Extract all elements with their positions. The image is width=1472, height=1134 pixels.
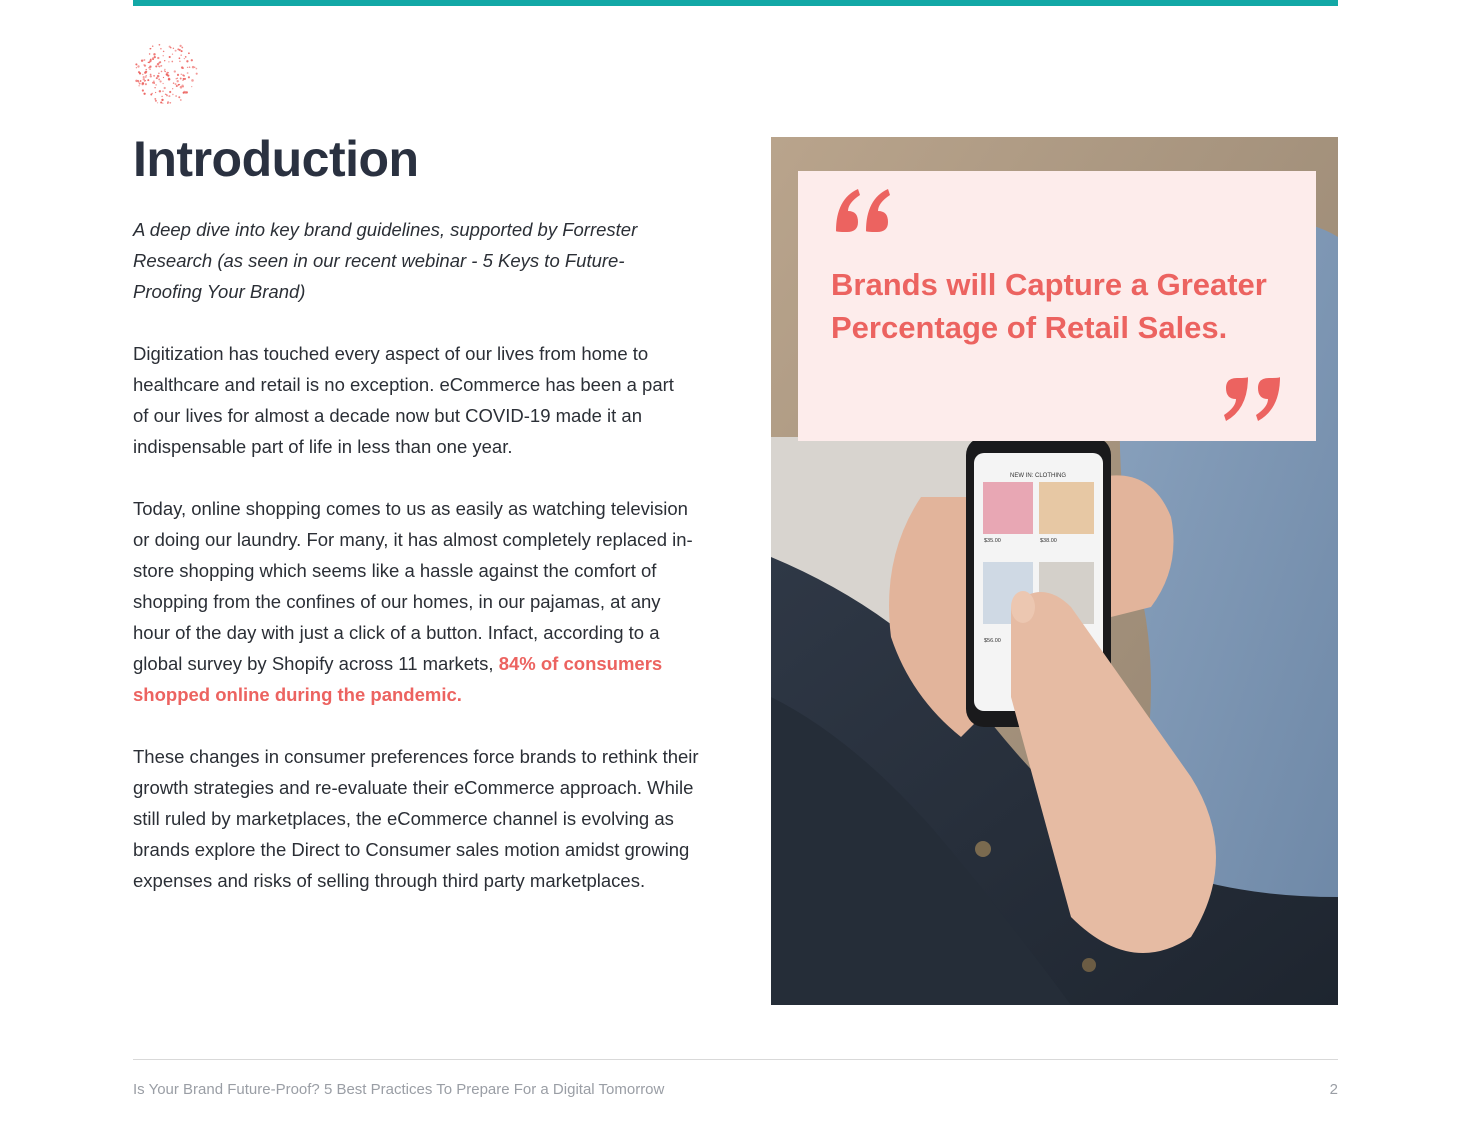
page-number: 2 bbox=[1329, 1081, 1338, 1098]
page-title: Introduction bbox=[133, 131, 419, 187]
top-accent-bar bbox=[133, 0, 1338, 6]
pull-quote bbox=[798, 171, 1316, 441]
shopify-stat-highlight: 84% of consumers shopped online during the pandemic. bbox=[133, 653, 663, 705]
footer-document-title: Is Your Brand Future-Proof? 5 Best Practices To Prepare For a Digital Tomorrow bbox=[133, 1081, 665, 1098]
phone-price-3: $56.00 bbox=[984, 638, 1001, 644]
phone-screen-header: NEW IN: CLOTHING bbox=[1009, 473, 1067, 479]
paragraph-digitization: Digitization has touched every aspect of our lives from home to healthcare and retail is no exception. eCommerce has been a part of our lives for almost a decade now but COVID-19 made it an indispensable part of life in less than one year. bbox=[133, 343, 674, 457]
phone-price-1: $35.00 bbox=[984, 538, 1001, 544]
dotted-circle-logo bbox=[133, 40, 199, 106]
intro-body bbox=[133, 214, 708, 896]
footer-divider bbox=[133, 1059, 1338, 1060]
paragraph-consumer-preferences: These changes in consumer preferences force brands to rethink their growth strategies and re-evaluate their eCommerce approach. While still ruled by marketplaces, the eCommerce channel is evolving as brands explore the Direct to Consumer sales motion amidst growing expenses and risks of selling through third party marketplaces. bbox=[133, 746, 699, 891]
quote-close-icon bbox=[1222, 369, 1284, 425]
paragraph-online-shopping-text: Today, online shopping comes to us as easily as watching television or doing our laundry. For many, it has almost completely replaced in-store shopping which seems like a hassle against the comfort of shopping from the confines of our homes, in our pajamas, at any hour of the day with just a click of a button. Infact, according to a global survey by Shopify across 11 markets, bbox=[133, 498, 693, 674]
paragraph-online-shopping bbox=[133, 493, 698, 710]
phone-price-2: $38.00 bbox=[1040, 538, 1057, 544]
intro-subtitle: A deep dive into key brand guidelines, supported by Forrester Research (as seen in our recent webinar - 5 Keys to Future-Proofing Your Brand) bbox=[133, 219, 638, 302]
quote-open-icon bbox=[832, 185, 894, 241]
quote-text: Brands will Capture a Greater Percentage of Retail Sales. bbox=[831, 267, 1267, 345]
